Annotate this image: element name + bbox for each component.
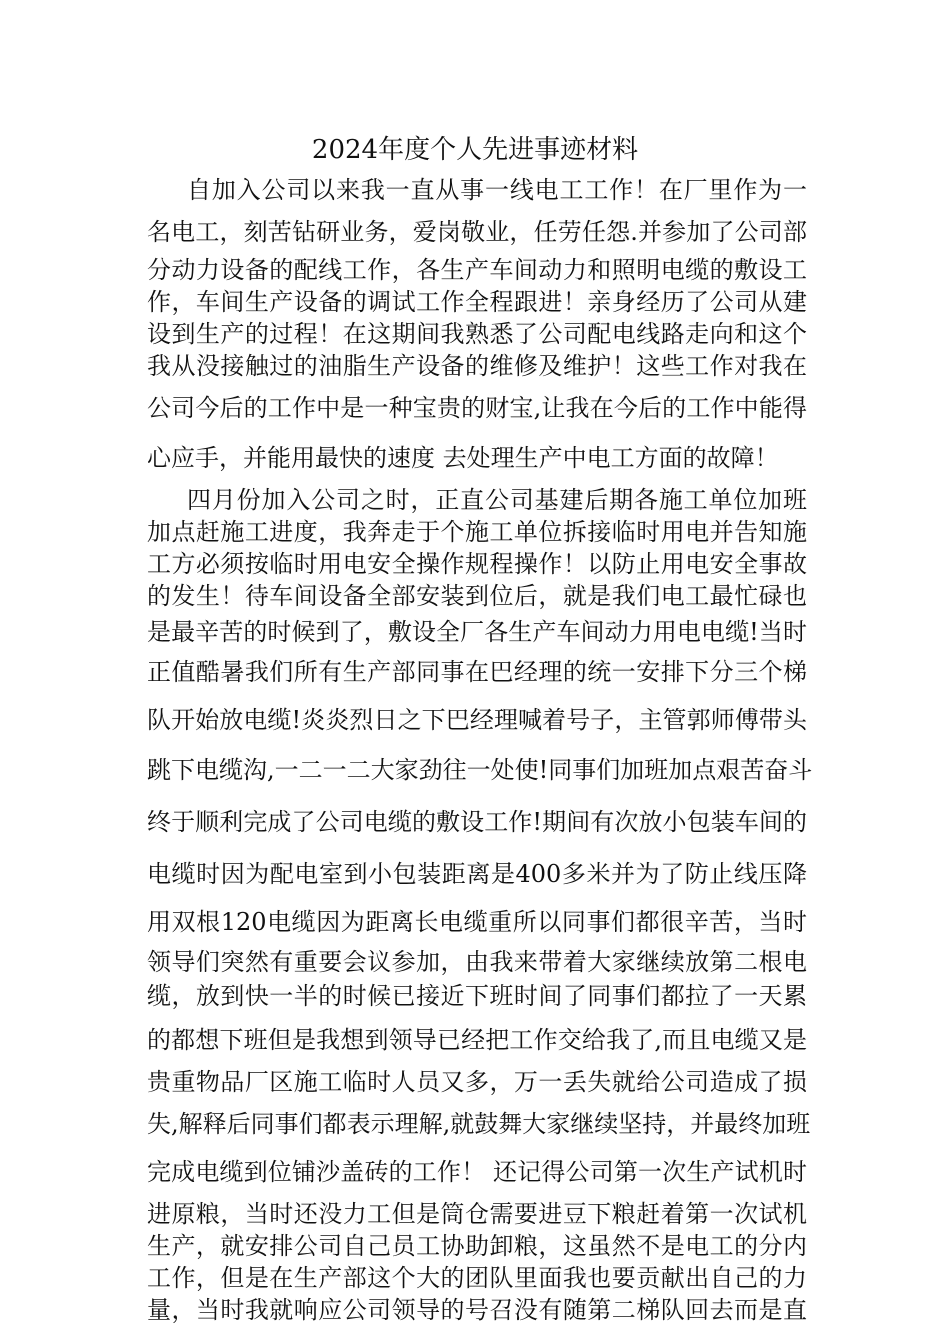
body-text-line: 用双根120电缆因为距离长电缆重所以同事们都很辛苦，当时 xyxy=(147,908,807,936)
body-text-line: 终于顺利完成了公司电缆的敷设工作!期间有次放小包装车间的 xyxy=(147,808,807,836)
body-text-line: 我从没接触过的油脂生产设备的维修及维护！这些工作对我在 xyxy=(147,352,807,380)
body-text-line: 自加入公司以来我一直从事一线电工工作！在厂里作为一 xyxy=(187,176,807,204)
body-text-line: 正值酷暑我们所有生产部同事在巴经理的统一安排下分三个梯 xyxy=(147,658,807,686)
body-text-line: 是最辛苦的时候到了，敷设全厂各生产车间动力用电电缆!当时 xyxy=(147,618,807,646)
body-text-line: 工方必须按临时用电安全操作规程操作！以防止用电安全事故 xyxy=(147,550,807,578)
body-text-line: 工作，但是在生产部这个大的团队里面我也要贡献出自己的力 xyxy=(147,1264,807,1292)
body-text-line: 贵重物品厂区施工临时人员又多，万一丢失就给公司造成了损 xyxy=(147,1068,807,1096)
body-text-line: 加点赶施工进度，我奔走于个施工单位拆接临时用电并告知施 xyxy=(147,518,807,546)
body-text-line: 失,解释后同事们都表示理解,就鼓舞大家继续坚持，并最终加班 xyxy=(147,1110,811,1138)
body-text-line: 量，当时我就响应公司领导的号召没有随第二梯队回去而是直 xyxy=(147,1296,807,1324)
body-text-line: 的发生！待车间设备全部安装到位后，就是我们电工最忙碌也 xyxy=(147,582,807,610)
body-text-line: 队开始放电缆!炎炎烈日之下巴经理喊着号子，主管郭师傅带头 xyxy=(147,706,807,734)
body-text-line: 分动力设备的配线工作，各生产车间动力和照明电缆的敷设工 xyxy=(147,256,807,284)
body-text-line: 四月份加入公司之时，正直公司基建后期各施工单位加班 xyxy=(187,486,807,514)
body-text-line: 生产，就安排公司自己员工协助卸粮，这虽然不是电工的分内 xyxy=(147,1232,807,1260)
body-text-line: 设到生产的过程！在这期间我熟悉了公司配电线路走向和这个 xyxy=(147,320,807,348)
body-text-line: 进原粮，当时还没力工但是筒仓需要进豆下粮赶着第一次试机 xyxy=(147,1200,807,1228)
body-text-line: 的都想下班但是我想到领导已经把工作交给我了,而且电缆又是 xyxy=(147,1026,807,1054)
page-title: 2024年度个人先进事迹材料 xyxy=(311,135,639,165)
body-text-line: 电缆时因为配电室到小包装距离是400多米并为了防止线压降 xyxy=(147,860,807,888)
body-text-line: 领导们突然有重要会议参加，由我来带着大家继续放第二根电 xyxy=(147,948,807,976)
body-text-line: 完成电缆到位铺沙盖砖的工作！ 还记得公司第一次生产试机时 xyxy=(147,1158,807,1186)
body-text-line: 名电工，刻苦钻研业务，爱岗敬业，任劳任怨.并参加了公司部 xyxy=(147,218,807,246)
body-text-line: 缆，放到快一半的时候已接近下班时间了同事们都拉了一天累 xyxy=(147,982,807,1010)
body-text-line: 跳下电缆沟,一二一二大家劲往一处使!同事们加班加点艰苦奋斗 xyxy=(147,756,813,784)
body-text-line: 作，车间生产设备的调试工作全程跟进！亲身经历了公司从建 xyxy=(147,288,807,316)
body-text-line: 心应手，并能用最快的速度 去处理生产中电工方面的故障！ xyxy=(147,444,779,472)
body-text-line: 公司今后的工作中是一种宝贵的财宝,让我在今后的工作中能得 xyxy=(147,394,807,422)
